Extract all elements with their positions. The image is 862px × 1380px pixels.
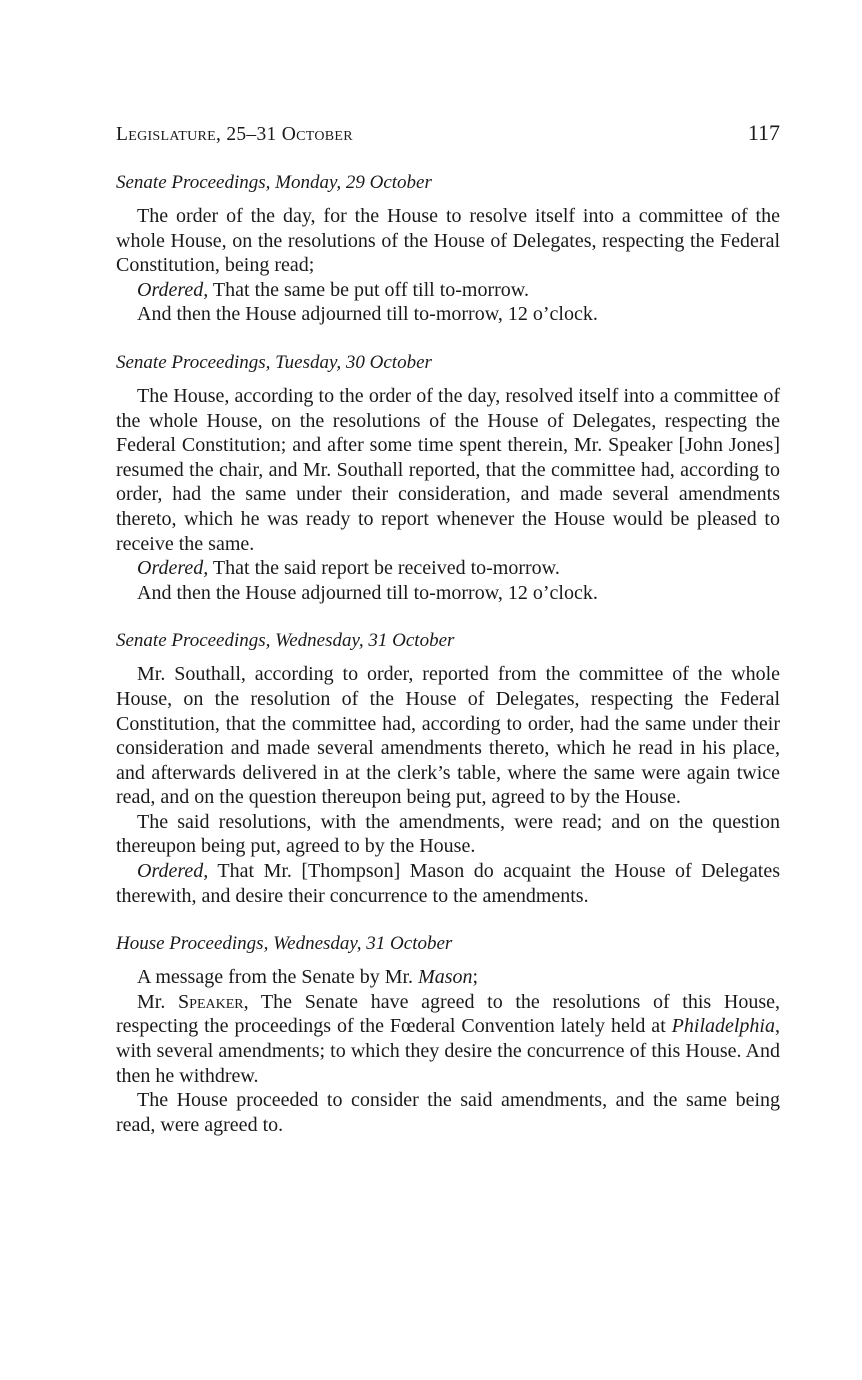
paragraph: The House, according to the order of the day, resolved itself into a committee of the whole House, on the resolutions of the House of Delegates, respecting the Federal Constitution; and after some time spent therein, Mr. Speaker [John Jones] resumed the chair, and Mr. Southall reported, that the committee had, according to order, had the same under their consideration, and made several amendments thereto, which he was ready to report whenever the House would be pleased to receive the same. — [116, 384, 780, 555]
paragraph: The House proceeded to consider the said amendments, and the same being read, were agreed to. — [116, 1089, 780, 1136]
page-number: 117 — [747, 120, 780, 145]
section-senate-tuesday — [116, 351, 780, 605]
paragraph: And then the House adjourned till to-morrow, 12 o’clock. — [137, 581, 598, 604]
paragraph: The order of the day, for the House to resolve itself into a committee of the whole House, on the resolutions of the House of Delegates, respecting the Federal Constitution, being read; — [116, 205, 780, 277]
document-page — [116, 120, 780, 1137]
running-head — [116, 120, 780, 154]
section-heading: Senate Proceedings, Wednesday, 31 October — [116, 630, 455, 652]
paragraph: Ordered, That the same be put off till to-morrow. — [137, 278, 529, 301]
paragraph: Mr. Speaker, The Senate have agreed to the resolutions of this House, respecting the proceedings of the Fœderal Convention lately held at Philadelphia, with several amendments; to which they desire the concurrence of this House. And then he withdrew. — [116, 990, 780, 1087]
section-heading: Senate Proceedings, Tuesday, 30 October — [116, 351, 432, 373]
section-heading: House Proceedings, Wednesday, 31 October — [116, 933, 453, 955]
section-senate-monday — [116, 171, 780, 327]
paragraph: Ordered, That Mr. [Thompson] Mason do acquaint the House of Delegates therewith, and desire their concurrence to the amendments. — [116, 860, 780, 907]
paragraph: And then the House adjourned till to-morrow, 12 o’clock. — [137, 303, 598, 326]
paragraph: The said resolutions, with the amendments, were read; and on the question thereupon being put, agreed to by the House. — [116, 810, 780, 858]
paragraph: A message from the Senate by Mr. Mason; — [137, 966, 479, 989]
paragraph: Mr. Southall, according to order, reported from the committee of the whole House, on the resolution of the House of Delegates, respecting the Federal Constitution, that the committee had, according to order, had the same under their consideration and made several amendments thereto, which he read in his place, and afterwards delivered in at the clerk’s table, where the same were again twice read, and on the question thereupon being put, agreed to by the House. — [116, 663, 780, 809]
section-house-wednesday — [116, 932, 780, 1137]
paragraph: Ordered, That the said report be received to-morrow. — [137, 557, 560, 580]
section-heading: Senate Proceedings, Monday, 29 October — [116, 172, 432, 193]
running-head-title: Legislature, 25–31 October — [116, 124, 353, 145]
section-senate-wednesday — [116, 629, 780, 908]
